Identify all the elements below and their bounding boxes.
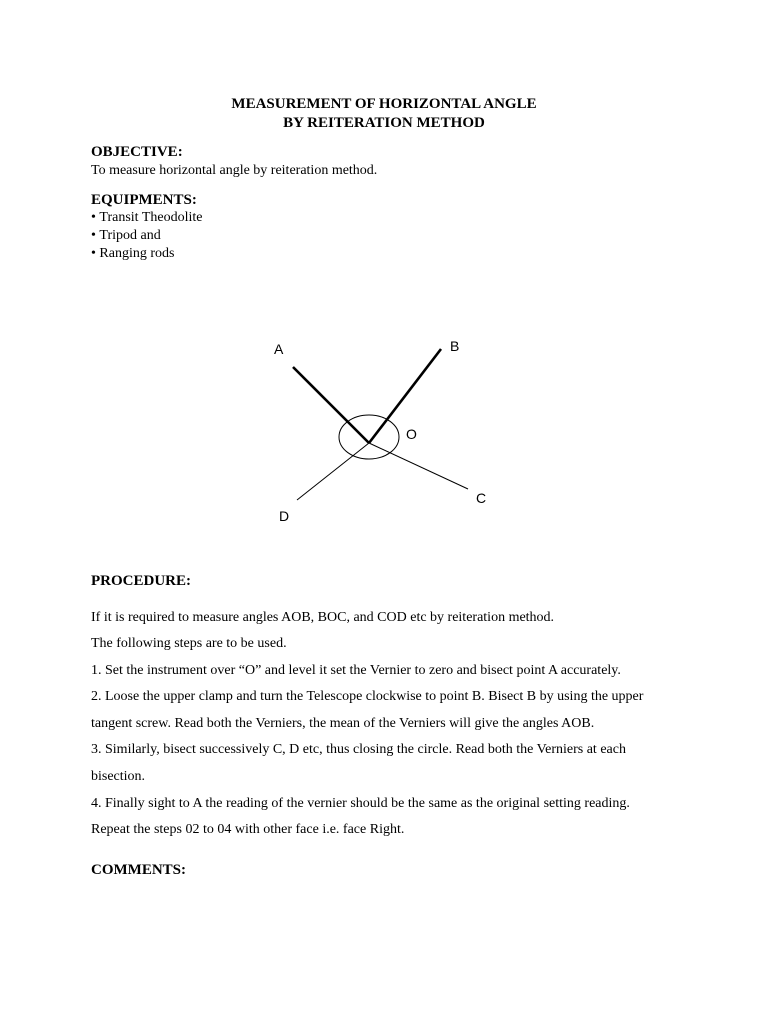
line-oa [293,367,369,443]
procedure-line: 1. Set the instrument over “O” and level it set the Vernier to zero and bisect point A accurately. [91,663,621,678]
procedure-line: The following steps are to be used. [91,636,287,651]
document-title-line-2: BY REITERATION METHOD [283,115,485,131]
line-oc [369,443,468,489]
line-od [297,443,369,500]
angle-diagram [250,330,500,530]
procedure-heading: PROCEDURE: [91,573,191,589]
procedure-line: If it is required to measure angles AOB, BOC, and COD etc by reiteration method. [91,610,555,625]
comments-heading: COMMENTS: [91,862,186,878]
label-b: B [450,338,460,354]
procedure-line: 4. Finally sight to A the reading of the vernier should be the same as the original setting reading. [91,796,630,811]
procedure-line: 2. Loose the upper clamp and turn the Telescope clockwise to point B. Bisect B by using the upper [91,689,644,704]
equipment-item: • Transit Theodolite [91,209,202,227]
document-title-line-1: MEASUREMENT OF HORIZONTAL ANGLE [231,96,537,112]
procedure-line: bisection. [91,769,146,784]
equipment-item: • Tripod and [91,227,202,245]
label-a: A [274,341,284,357]
objective-text: To measure horizontal angle by reiteration method. [91,163,378,178]
procedure-line: 3. Similarly, bisect successively C, D etc, thus closing the circle. Read both the Verniers at each [91,742,626,757]
label-c: C [476,490,487,506]
equipments-heading: EQUIPMENTS: [91,192,197,208]
procedure-line: Repeat the steps 02 to 04 with other face i.e. face Right. [91,822,405,837]
procedure-line: tangent screw. Read both the Verniers, the mean of the Verniers will give the angles AOB. [91,716,595,731]
line-ob [369,349,441,443]
equipment-list [91,209,202,263]
equipment-item: • Ranging rods [91,245,202,263]
label-d: D [279,508,290,524]
label-o: O [406,426,417,442]
objective-heading: OBJECTIVE: [91,144,183,160]
